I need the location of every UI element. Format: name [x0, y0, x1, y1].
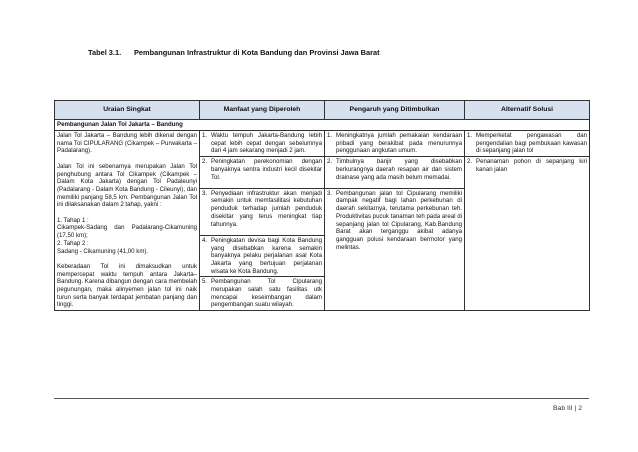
stage-2-label: 2. Tahap 2 :	[57, 239, 89, 247]
description-paragraph: Keberadaan Tol ini dimaksudkan untuk mempercepat waktu tempuh antara Jakarta–Bandung. Karena dibangun dengan cara membelah pegunungan, maka alinyemen jalan tol ini naik turun serta banyak terdapat jembatan panjang dan tinggi.	[57, 262, 197, 309]
pengaruh-cell	[325, 188, 465, 310]
section-row	[55, 120, 590, 131]
table-row	[55, 131, 590, 157]
pengaruh-cell	[325, 131, 465, 157]
header-pengaruh: Pengaruh yang Ditimbulkan	[325, 101, 465, 120]
item-text: Penanaman pohon di sepanjang kiri kanan jalan	[476, 158, 587, 173]
manfaat-cell	[200, 188, 325, 235]
item-number: 4.	[202, 236, 208, 244]
item-text: Penyediaan infrastruktur akan menjadi semakin untuk memfasilitasi kebutuhan penduduk terhadap jumlah penduduk disekitar yang terus meningkat tiap tahunnya.	[211, 189, 322, 228]
stage-2-text: Sadang - Cikamuning (41,00 km).	[57, 247, 149, 255]
description-paragraph: Jalan Tol Jakarta – Bandung lebih dikenal dengan nama Tol CIPULARANG (Cikampek – Purwakarta – Padalarang).	[57, 132, 197, 155]
item-text: Peningkatan devisa bagi Kota Bandung yang disebabkan karena semakin banyaknya pelaku perjalanan asal Kota Jakarta yang bertujuan perjalanan wisata ke Kota Bandung.	[211, 236, 322, 275]
stage-1-label: 1. Tahap 1 :	[57, 216, 89, 224]
solusi-cell	[465, 131, 590, 157]
item-text: Meningkatnya jumlah pemakaian kendaraan pribadi yang berakibat pada menurunnya penggunaan angkutan umum.	[336, 132, 462, 155]
item-number: 1.	[327, 132, 333, 139]
pengaruh-cell	[325, 157, 465, 189]
table-header-row	[55, 101, 590, 120]
page-footer: Bab III | 2	[553, 405, 582, 412]
item-number: 5.	[202, 278, 208, 286]
item-text: Pembangunan Tol Cipularang merupakan salah satu fasilitas utk mencapai keseimbangan dalam pengembangan suatu wilayah.	[211, 278, 322, 309]
caption-title: Pembangunan Infrastruktur di Kota Bandung dan Provinsi Jawa Barat	[134, 48, 380, 57]
item-number: 1.	[202, 132, 208, 139]
header-uraian: Uraian Singkat	[55, 101, 200, 120]
caption-number: Tabel 3.1.	[88, 48, 122, 57]
manfaat-cell	[200, 131, 325, 157]
item-text: Pembangunan jalan tol Cipularang memiliki dampak negatif bagi lahan perkebunan di daerah sekitarnya, terutama perkebunan teh. Produktivitas pucuk tanaman teh pada areal di sepanjang jalan tol Cipularang, Kab.Bandung Barat akan terganggu akibat adanya gangguan polusi kendaraan bermotor yang melintas.	[336, 189, 462, 251]
item-number: 2.	[202, 158, 208, 166]
manfaat-cell	[200, 157, 325, 189]
item-text: Timbulnya banjir yang disebabkan berkurangnya daerah resapan air dan sistem drainase yang ada masih belum memadai.	[336, 158, 462, 181]
infrastructure-table	[54, 100, 590, 311]
description-paragraph: Jalan Tol ini sebenarnya merupakan Jalan Tol penghubung antara Tol Cikampek (Cikampek – Dalam Kota Jakarta) dengan Tol Padaleunyi (Padalarang - Dalam Kota Bandung - Cileunyi), dan memiliki panjang 58,5 km. Pembangunan Jalan Tol ini dilaksanakan dalam 2 tahap, yakni :	[57, 162, 197, 209]
section-title: Pembangunan Jalan Tol Jakarta – Bandung	[55, 120, 590, 131]
item-number: 2.	[467, 158, 473, 166]
solusi-cell	[465, 157, 590, 311]
description-cell	[55, 131, 200, 311]
manfaat-cell	[200, 277, 325, 311]
item-text: Peningkatan perekonomian dengan banyaknya sentra industri kecil disekitar Tol.	[211, 158, 322, 181]
manfaat-cell	[200, 235, 325, 277]
footer-divider	[54, 398, 589, 399]
item-text: Memperketat pengawasan dan pengendalian bagi pembukaan kawasan di sepanjang jalan tol	[476, 132, 587, 155]
item-number: 2.	[327, 158, 333, 166]
item-number: 3.	[327, 189, 333, 197]
stage-1-text: Cikampek-Sadang dan Padalarang-Cikamuning (17,50 km);	[57, 224, 197, 240]
header-manfaat: Manfaat yang Diperoleh	[200, 101, 325, 120]
header-solusi: Alternatif Solusi	[465, 101, 590, 120]
item-text: Waktu tempuh Jakarta-Bandung lebih cepat lebih cepat dengan sebelumnya dari 4 jam sekarang menjadi 2 jam.	[211, 132, 322, 155]
item-number: 3.	[202, 189, 208, 197]
table-caption	[88, 48, 380, 57]
item-number: 1.	[467, 132, 473, 139]
